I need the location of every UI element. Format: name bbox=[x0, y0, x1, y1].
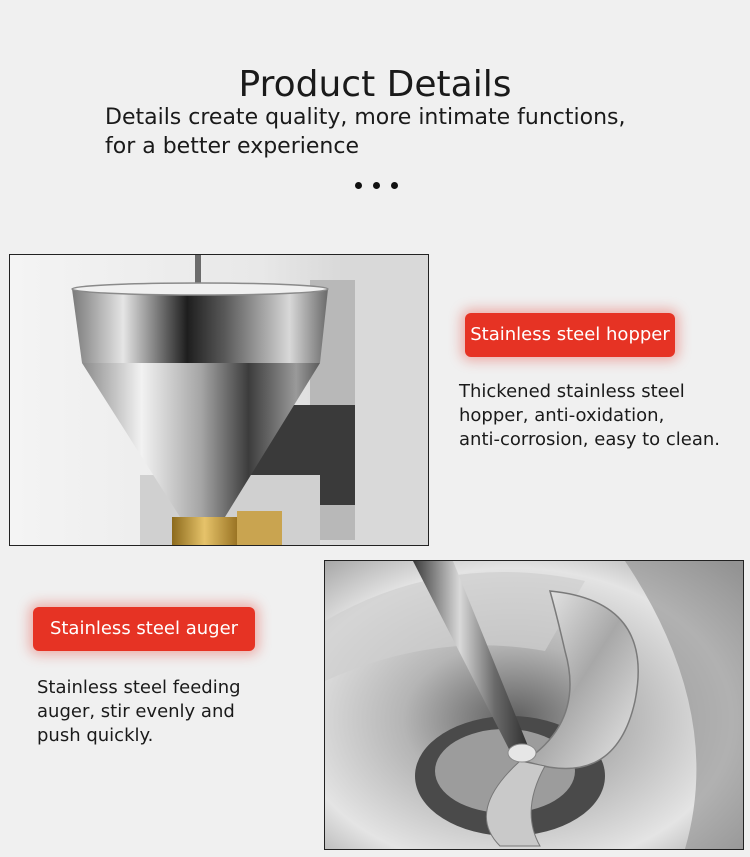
description-line: push quickly. bbox=[37, 725, 154, 746]
page-subtitle bbox=[105, 103, 705, 161]
description-line: hopper, anti-oxidation, bbox=[459, 405, 665, 426]
auger-photo bbox=[324, 560, 744, 850]
description-line: auger, stir evenly and bbox=[37, 701, 235, 722]
description-line: Thickened stainless steel bbox=[459, 381, 685, 402]
hopper-label-badge: Stainless steel hopper bbox=[465, 313, 675, 357]
subtitle-line: for a better experience bbox=[105, 134, 359, 159]
auger-description bbox=[37, 676, 241, 748]
page-title: Product Details bbox=[238, 64, 512, 106]
ellipsis-dots-icon bbox=[355, 182, 399, 192]
subtitle-line: Details create quality, more intimate functions, bbox=[105, 105, 626, 130]
description-line: Stainless steel feeding bbox=[37, 677, 241, 698]
hopper-photo bbox=[9, 254, 429, 546]
auger-label-badge: Stainless steel auger bbox=[33, 607, 255, 651]
description-line: anti-corrosion, easy to clean. bbox=[459, 429, 721, 450]
hopper-description bbox=[459, 380, 720, 452]
